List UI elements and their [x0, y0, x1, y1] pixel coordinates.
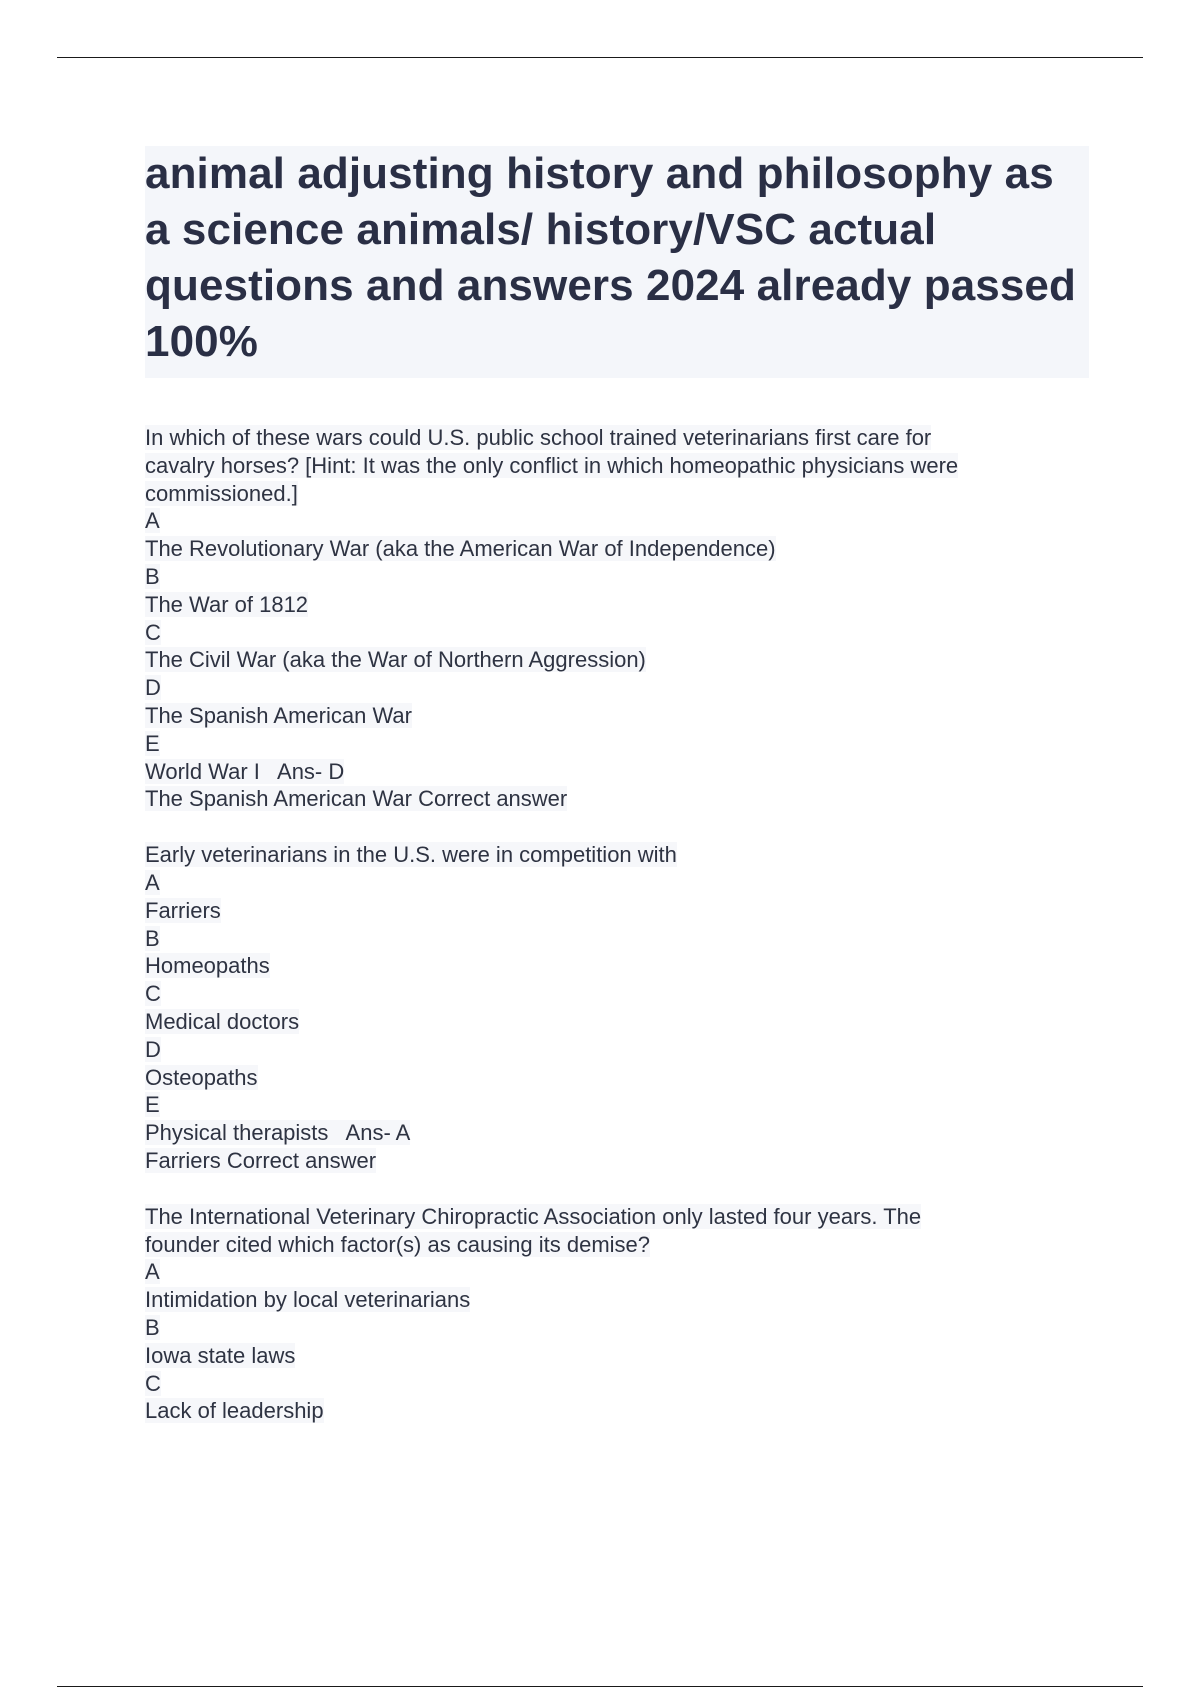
option-letter: C: [145, 619, 161, 645]
title-block: [145, 146, 1089, 378]
document-title: animal adjusting history and philosophy as a science animals/ history/VSC actual questions and answers 2024 already passed 100%: [145, 149, 1076, 366]
questions-content: [145, 424, 1065, 1453]
top-rule: [57, 57, 1143, 58]
option-text: The War of 1812: [145, 591, 309, 617]
answer-line: Farriers Correct answer: [145, 1147, 377, 1173]
option-letter: B: [145, 563, 160, 589]
question-1-prompt-line: In which of these wars could U.S. public school trained veterinarians first care for: [145, 425, 932, 450]
option-text: Homeopaths: [145, 953, 270, 979]
option-text: World War I Ans- D: [145, 758, 345, 784]
option-letter: D: [145, 1036, 161, 1062]
option-letter: B: [145, 1314, 160, 1340]
option-letter: B: [145, 925, 160, 951]
answer-line: The Spanish American War Correct answer: [145, 786, 568, 812]
option-text: The Civil War (aka the War of Northern Aggression): [145, 647, 646, 673]
question-1: [145, 424, 1065, 813]
option-letter: D: [145, 675, 161, 701]
bottom-rule: [57, 1686, 1143, 1687]
question-3-prompt-line: founder cited which factor(s) as causing its demise?: [145, 1231, 651, 1257]
option-text: The Spanish American War: [145, 702, 412, 728]
option-text: Intimidation by local veterinarians: [145, 1287, 471, 1313]
question-2-prompt-line: Early veterinarians in the U.S. were in competition with: [145, 842, 677, 868]
option-letter: C: [145, 1370, 161, 1396]
option-text: Physical therapists Ans- A: [145, 1120, 411, 1146]
question-3: [145, 1203, 1065, 1425]
option-letter: A: [145, 1259, 160, 1285]
question-1-prompt-line: commissioned.]: [145, 480, 298, 506]
option-letter: A: [145, 508, 160, 534]
question-2: [145, 841, 1065, 1175]
question-3-prompt-line: The International Veterinary Chiropractic Association only lasted four years. The: [145, 1203, 922, 1229]
option-text: Medical doctors: [145, 1008, 300, 1034]
option-letter: E: [145, 730, 160, 756]
option-text: Lack of leadership: [145, 1398, 324, 1424]
option-text: Farriers: [145, 897, 221, 923]
option-text: Iowa state laws: [145, 1342, 296, 1368]
option-letter: C: [145, 981, 161, 1007]
question-1-prompt-line: cavalry horses? [Hint: It was the only conflict in which homeopathic physicians were: [145, 452, 959, 478]
option-letter: E: [145, 1092, 160, 1118]
option-letter: A: [145, 869, 160, 895]
option-text: The Revolutionary War (aka the American War of Independence): [145, 536, 776, 562]
option-text: Osteopaths: [145, 1064, 258, 1090]
